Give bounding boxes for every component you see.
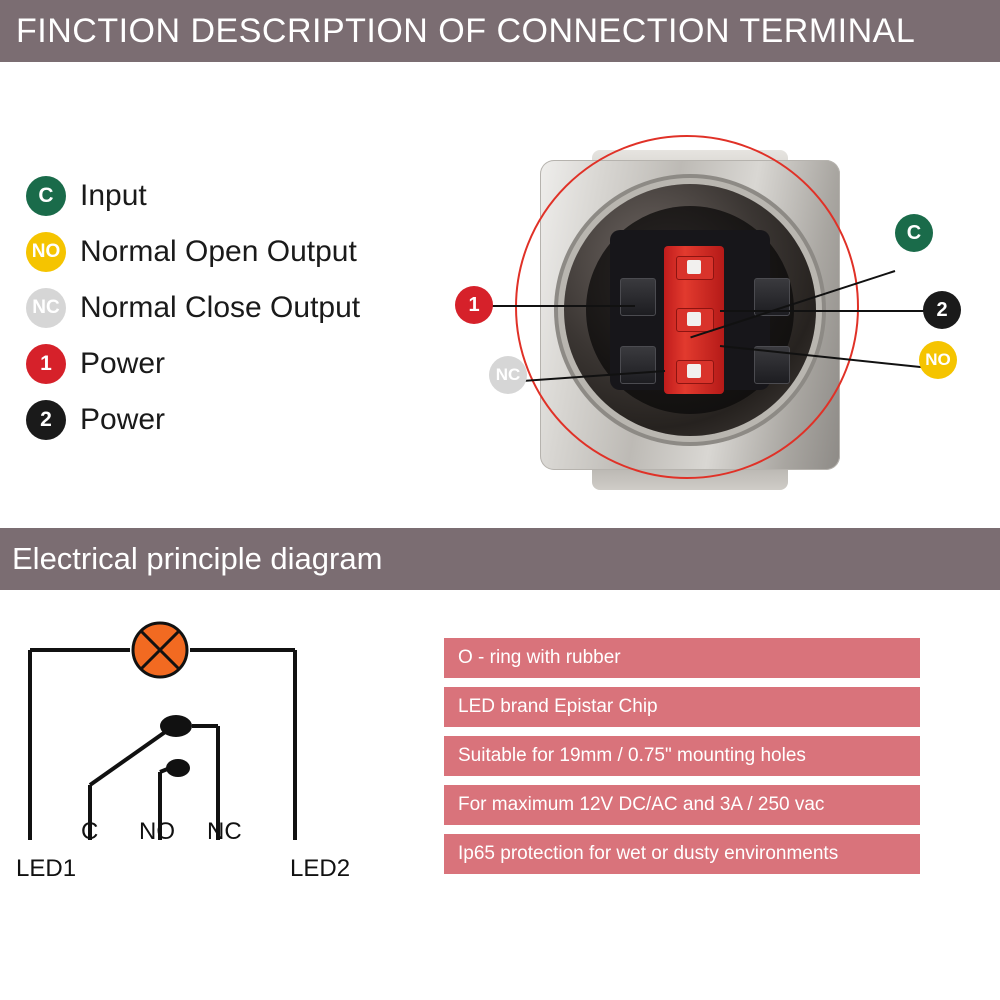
callout-badge-c: C — [895, 214, 933, 252]
section-header-banner — [0, 528, 1000, 590]
legend-item-1 — [26, 336, 456, 392]
red-terminal-tab-1 — [676, 256, 714, 280]
callout-badge-2: 2 — [923, 291, 961, 329]
feature-item — [444, 834, 920, 874]
red-terminal-tab-2 — [676, 308, 714, 332]
page-header-banner — [0, 0, 1000, 62]
red-terminal-block — [664, 246, 724, 394]
legend-label-2: Power — [80, 403, 166, 436]
page-title: FINCTION DESCRIPTION OF CONNECTION TERMINAL — [16, 11, 916, 50]
leader-line-2 — [720, 310, 925, 312]
feature-item — [444, 638, 920, 678]
feature-text: For maximum 12V DC/AC and 3A / 250 vac — [458, 794, 825, 815]
feature-text: Ip65 protection for wet or dusty environments — [458, 843, 839, 864]
legend-badge-2: 2 — [26, 400, 66, 440]
electrical-principle-diagram — [0, 600, 430, 920]
circuit-label-led1: LED1 — [16, 855, 77, 882]
legend-item-no — [26, 224, 456, 280]
legend-badge-1: 1 — [26, 344, 66, 384]
legend-item-c — [26, 168, 456, 224]
feature-item — [444, 785, 920, 825]
terminal-pin-left-bottom — [620, 346, 656, 384]
legend-item-2 — [26, 392, 456, 448]
terminal-legend — [26, 168, 456, 448]
legend-label-c: Input — [80, 179, 147, 212]
legend-badge-nc: NC — [26, 288, 66, 328]
section-title: Electrical principle diagram — [12, 541, 383, 576]
circuit-label-led2: LED2 — [290, 855, 351, 882]
legend-label-no: Normal Open Output — [80, 235, 357, 268]
legend-item-nc — [26, 280, 456, 336]
feature-item — [444, 687, 920, 727]
legend-badge-no: NO — [26, 232, 66, 272]
terminal-pin-left-top — [620, 278, 656, 316]
callout-badge-1: 1 — [455, 286, 493, 324]
feature-text: O - ring with rubber — [458, 647, 621, 668]
circuit-label-nc: NC — [207, 818, 242, 845]
circuit-label-no: NO — [139, 818, 175, 845]
red-terminal-tab-3 — [676, 360, 714, 384]
leader-line-1 — [485, 305, 635, 307]
feature-list — [444, 638, 920, 883]
feature-text: Suitable for 19mm / 0.75" mounting holes — [458, 745, 806, 766]
legend-label-nc: Normal Close Output — [80, 291, 361, 324]
legend-badge-c: C — [26, 176, 66, 216]
legend-label-1: Power — [80, 347, 166, 380]
product-photo-area — [455, 120, 985, 520]
push-button-switch-image — [540, 150, 840, 480]
feature-item — [444, 736, 920, 776]
callout-badge-nc: NC — [489, 356, 527, 394]
circuit-label-c: C — [81, 818, 99, 845]
feature-text: LED brand Epistar Chip — [458, 696, 658, 717]
callout-badge-no: NO — [919, 341, 957, 379]
